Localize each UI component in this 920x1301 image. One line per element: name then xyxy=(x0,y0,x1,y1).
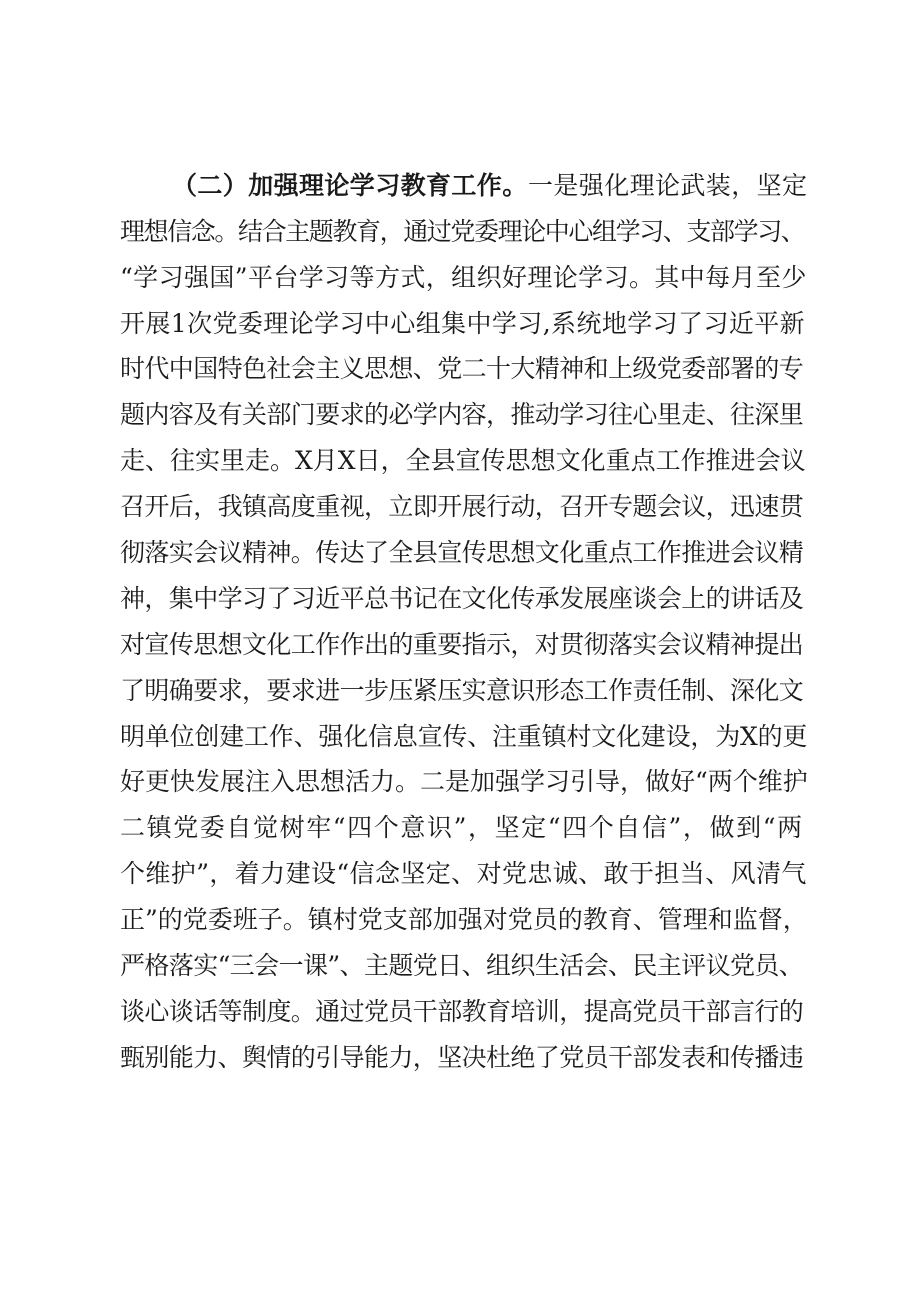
line-text: 彻落实会议精神。传达了全县宣传思想文化重点工作推进会议精 xyxy=(120,538,804,567)
paragraph-line xyxy=(0,623,920,667)
paragraph-line xyxy=(0,347,920,391)
paragraph-line xyxy=(0,256,920,300)
line-text: 开展1次党委理论学习中心组集中学习,系统地学习了习近平新 xyxy=(120,309,806,338)
paragraph-line xyxy=(0,852,920,896)
paragraph-line xyxy=(0,944,920,988)
line-text: 召开后，我镇高度重视，立即开展行动，召开专题会议，迅速贯 xyxy=(120,492,804,521)
section-heading: （二）加强理论学习教育工作。 xyxy=(172,171,528,200)
paragraph-line xyxy=(0,1036,920,1080)
line-text: “学习强国”平台学习等方式，组织好理论学习。其中每月至少 xyxy=(120,263,807,292)
paragraph-line xyxy=(0,760,920,804)
line-text: 明单位创建工作、强化信息宣传、注重镇村文化建设，为X的更 xyxy=(120,722,808,751)
line-text: 时代中国特色社会主义思想、党二十大精神和上级党委部署的专 xyxy=(120,354,804,383)
line-text: 谈心谈话等制度。通过党员干部教育培训，提高党员干部言行的 xyxy=(120,997,804,1026)
line-text: 个维护”，着力建设“信念坚定、对党忠诚、敢于担当、风清气 xyxy=(120,859,807,888)
paragraph-line xyxy=(0,485,920,529)
paragraph-line xyxy=(0,531,920,575)
paragraph-line xyxy=(0,577,920,621)
paragraph-line xyxy=(0,164,920,208)
paragraph-line xyxy=(0,669,920,713)
paragraph-line xyxy=(0,990,920,1034)
paragraph-line xyxy=(0,806,920,850)
paragraph-line xyxy=(0,439,920,483)
line-text: 理想信念。结合主题教育，通过党委理论中心组学习、支部学习、 xyxy=(120,217,805,246)
line-text: 好更快发展注入思想活力。二是加强学习引导，做好“两个维护 xyxy=(120,767,808,796)
paragraph-line xyxy=(0,210,920,254)
paragraph-line xyxy=(0,302,920,346)
line-text: 神，集中学习了习近平总书记在文化传承发展座谈会上的讲话及 xyxy=(120,584,804,613)
paragraph-line xyxy=(0,393,920,437)
line-text: 对宣传思想文化工作作出的重要指示，对贯彻落实会议精神提出 xyxy=(120,630,804,659)
paragraph-line xyxy=(0,898,920,942)
line-text: 严格落实“三会一课”、主题党日、组织生活会、民主评议党员、 xyxy=(120,951,804,980)
line-text: 走、往实里走。X月X日，全县宣传思想文化重点工作推进会议 xyxy=(120,446,806,475)
line-text: 一是强化理论武装，坚定 xyxy=(528,171,808,200)
line-text: 甄别能力、舆情的引导能力，坚决杜绝了党员干部发表和传播违 xyxy=(120,1043,804,1072)
paragraph-line xyxy=(0,715,920,759)
line-text: 题内容及有关部门要求的必学内容，推动学习往心里走、往深里 xyxy=(120,400,804,429)
line-text: 了明确要求，要求进一步压紧压实意识形态工作责任制、深化文 xyxy=(120,676,804,705)
line-text: 正”的党委班子。镇村党支部加强对党员的教育、管理和监督， xyxy=(120,905,808,934)
line-text: 二镇党委自觉树牢“四个意识”，坚定“四个自信”，做到“两 xyxy=(120,813,804,842)
